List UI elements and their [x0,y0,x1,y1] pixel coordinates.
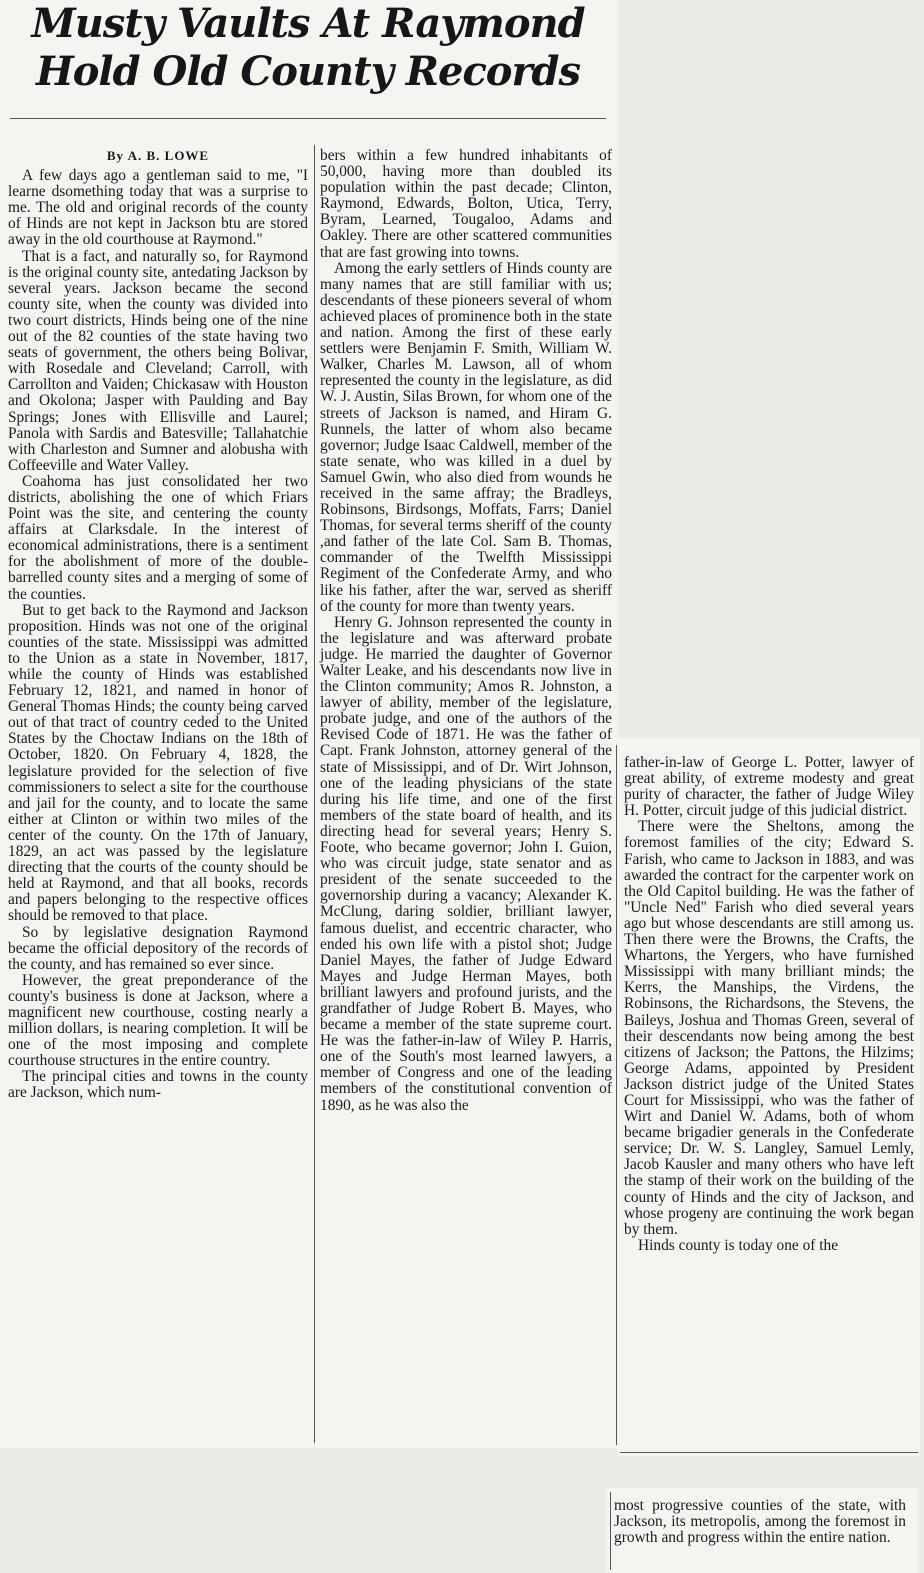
article-column-3 [624,755,914,1254]
paragraph: Among the early settlers of Hinds county are many names that are still familiar with us; descendants of these pioneers several of whom achieved places of prominence both in the state and nation. Among the first of these early settlers were Benjamin F. Smith, William W. Walker, Charles M. Lawson, all of whom represented the county in the legislature, as did W. J. Austin, Silas Brown, for whom one of the streets of Jackson is named, and Hiram G. Runnels, the latter of whom also became governor; Judge Isaac Caldwell, member of the state senate, who was killed in a duel by Samuel Gwin, who also died from wounds he received in the same affray; the Bradleys, Robinsons, Birdsongs, Moffats, Farrs; Daniel Thomas, for several terms sheriff of the county ,and father of the late Col. Sam B. Thomas, commander of the Twelfth Mississippi Regiment of the Confederate Army, and who like his father, after the war, served as sheriff of the county for more than twenty years. [320,259,612,615]
headline-line-2: Hold Old County Records [35,48,581,95]
paragraph: Coahoma has just consolidated her two districts, abolishing the one of which Friars Point was the site, and centering the county affairs at Clarksdale. In the interest of economical administrations, there is a sentiment for the abolishment of more of the double-barrelled county sites and a merging of some of the counties. [8,472,308,603]
column-rule-1 [314,145,315,1443]
paragraph: But to get back to the Raymond and Jackson proposition. Hinds was not one of the original counties of the state. Mississippi was admitted to the Union as a state in November, 1817, while the county of Hinds was established February 12, 1821, and named in honor of General Thomas Hinds; the county being carved out of that tract of country ceded to the United States by the Choctaw Indians on the 18th of October, 1820. On February 4, 1828, the legislature provided for the selection of five commissioners to select a site for the courthouse and jail for the county, and to locate the same either at Clinton or within two miles of the center of the county. On the 17th of January, 1829, an act was passed by the legislature directing that the courts of the county should be held at Raymond, and that all books, records and papers belonging to the respective offices should be removed to that place. [8,601,308,925]
article-column-2 [320,148,612,1114]
paragraph: However, the great preponderance of the county's business is done at Jackson, where a magnificent new courthouse, costing nearly a million dollars, is nearing completion. It will be one of the most imposing and complete courthouse structures in the entire country. [8,971,308,1070]
article-column-1 [8,148,308,1102]
paragraph: most progressive counties of the state, with Jackson, its metropolis, among the foremost in growth and progress within the entire nation. [614,1497,906,1547]
paragraph: That is a fact, and naturally so, for Raymond is the original county site, antedating Jackson by several years. Jackson became the second county site, when the county was divided into two court districts, Hinds being one of the nine out of the 82 counties of the state having two seats of government, the others being Bolivar, with Rosedale and Cleveland; Carroll, with Carrollton and Vaiden; Chickasaw with Houston and Okolona; Jasper with Paulding and Bay Springs; Jones with Ellisville and Laurel; Panola with Sardis and Batesville; Tallahatchie with Charleston and Sumner and alobusha with Coffeeville and Water Valley. [8,247,308,474]
paragraph: A few days ago a gentleman said to me, "I learne dsomething today that was a surprise to me. The old and original records of the county of Hinds are not kept in Jackson btu are stored away in the old courthouse at Raymond." [8,167,308,249]
paragraph: Henry G. Johnson represented the county in the legislature and was afterward probate judge. He married the daughter of Governor Walter Leake, and his descendants now live in the Clinton community; Amos R. Johnston, a lawyer of ability, member of the legislature, probate judge, and one of the authors of the Revised Code of 1871. He was the father of Capt. Frank Johnston, attorney general of the state of Mississippi, and of Dr. Wirt Johnson, one of the leading physicians of the state during his life time, and one of the first members of the state board of health, and its directing head for several years; Henry S. Foote, who became governor; John I. Guion, who was circuit judge, state senator and as president of the senate succeeded to the governorship during a vacancy; Alexander K. McClung, daring soldier, brilliant lawyer, famous duelist, and eccentric character, who ended his own life with a pistol shot; Judge Daniel Mayes, the father of Judge Edward Mayes and Judge Herman Mayes, both brilliant lawyers and profound jurists, and the grandfather of Judge Robert B. Mayes, who became a member of the state supreme court. He was the father-in-law of Wiley P. Harris, one of the South's most learned lawyers, a member of Congress and one of the leading members of the constitutional convention of 1890, as he was also the [320,613,612,1114]
headline [8,0,608,96]
column-rule-2 [616,745,617,1445]
byline: By A. B. LOWE [106,148,210,163]
paragraph: The principal cities and towns in the county are Jackson, which num- [8,1068,308,1102]
headline-line-1: Musty Vaults At Raymond [31,0,585,47]
continuation-rule [610,1492,611,1570]
bottom-rule [620,1452,918,1453]
paragraph: There were the Sheltons, among the foremost families of the city; Edward S. Farish, who came to Jackson in 1883, and was awarded the contract for the carpenter work on the Old Capitol building. He was the father of "Uncle Ned" Farish who died several years ago but whose descendants are still among us. Then there were the Browns, the Crafts, the Whartons, the Yergers, who have furnished Mississippi with many brilliant minds; the Kerrs, the Manships, the Virdens, the Robinsons, the Richardsons, the Stevens, the Baileys, Joshua and Thomas Green, several of their descendants now being among the best citizens of Jackson; the Pattons, the Hilzims; George Adams, appointed by President Jackson district judge of the United States Court for Mississippi, who was the father of Wirt and Daniel W. Adams, both of whom became brigadier generals in the Confederate service; Dr. W. S. Langley, Samuel Lemly, Jacob Kausler and many others who have left the stamp of their work on the building of the county of Hinds and the city of Jackson, and whose progeny are continuing the work began by them. [624,818,914,1238]
headline-rule [10,118,606,119]
paragraph: Hinds county is today one of the [638,1236,839,1254]
article-column-4 [614,1498,906,1546]
paragraph: father-in-law of George L. Potter, lawyer of great ability, of extreme modesty and great purity of character, the father of Judge Wiley H. Potter, circuit judge of this judicial district. [624,754,914,820]
paragraph: So by legislative designation Raymond became the official depository of the records of the county, and has remained so ever since. [8,923,308,973]
paragraph: bers within a few hundred inhabitants of 50,000, having more than doubled its population within the past decade; Clinton, Raymond, Edwards, Bolton, Utica, Terry, Byram, Learned, Tougaloo, Adams and Oakley. There are other scattered communities that are fast growing into towns. [320,147,612,261]
